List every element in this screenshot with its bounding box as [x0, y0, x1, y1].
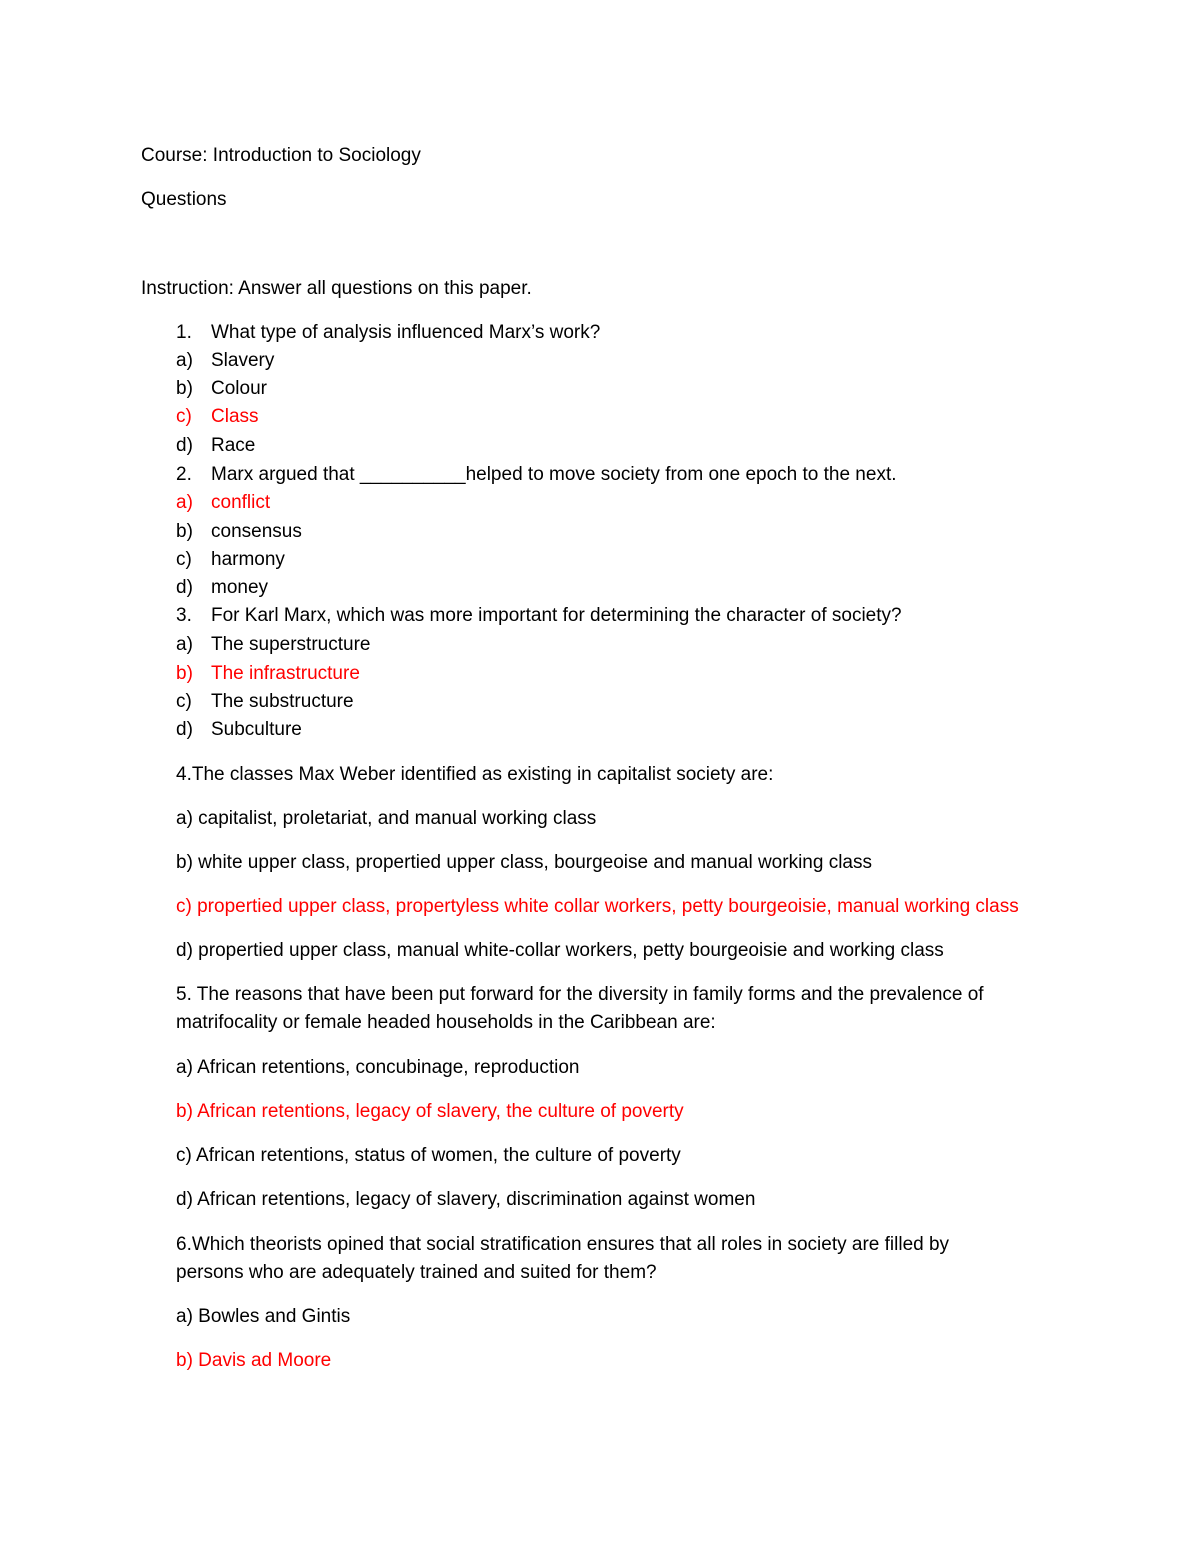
option: d) African retentions, legacy of slavery, discrimination against women [176, 1189, 756, 1210]
option-text: Colour [211, 378, 267, 399]
option-letter: c) [176, 691, 192, 712]
question-number: 2. [176, 464, 192, 485]
question-6-line-2: persons who are adequately trained and suited for them? [176, 1262, 657, 1283]
option-text: conflict [211, 492, 271, 513]
correct-option: c) propertied upper class, propertyless white collar workers, petty bourgeoisie, manual working class [176, 896, 1019, 917]
option-letter: a) [176, 492, 193, 513]
question-5-line-2: matrifocality or female headed households in the Caribbean are: [176, 1012, 716, 1033]
course-title: Course: Introduction to Sociology [141, 145, 421, 166]
question-4: 4.The classes Max Weber identified as existing in capitalist society are: [176, 764, 774, 785]
option-letter: c) [176, 549, 192, 570]
option-letter: c) [176, 406, 192, 427]
option-text: The substructure [211, 691, 354, 712]
option-letter: d) [176, 719, 193, 740]
option-text: money [211, 577, 269, 598]
option-letter: b) [176, 663, 193, 684]
option-letter: d) [176, 577, 193, 598]
option-letter: b) [176, 521, 193, 542]
option: b) white upper class, propertied upper class, bourgeoise and manual working class [176, 852, 872, 873]
correct-option: b) Davis ad Moore [176, 1350, 332, 1371]
option-letter: a) [176, 350, 193, 371]
option-text: Class [211, 406, 259, 427]
question-text: Marx argued that __________helped to move society from one epoch to the next. [211, 464, 897, 485]
question-text: For Karl Marx, which was more important for determining the character of society? [211, 605, 902, 626]
correct-option: b) African retentions, legacy of slavery, the culture of poverty [176, 1101, 684, 1122]
option-letter: a) [176, 634, 193, 655]
questions-label: Questions [141, 189, 227, 210]
option-letter: d) [176, 435, 193, 456]
option-text: The superstructure [211, 634, 371, 655]
question-text: What type of analysis influenced Marx’s work? [211, 322, 601, 343]
option: a) capitalist, proletariat, and manual working class [176, 808, 597, 829]
option-letter: b) [176, 378, 193, 399]
option-text: The infrastructure [211, 663, 360, 684]
question-number: 3. [176, 605, 192, 626]
option: d) propertied upper class, manual white-collar workers, petty bourgeoisie and working class [176, 940, 944, 961]
question-6-line-1: 6.Which theorists opined that social stratification ensures that all roles in society are filled by [176, 1234, 950, 1255]
instruction: Instruction: Answer all questions on this paper. [141, 278, 532, 299]
question-number: 1. [176, 322, 192, 343]
option-text: consensus [211, 521, 302, 542]
option: c) African retentions, status of women, the culture of poverty [176, 1145, 681, 1166]
option: a) Bowles and Gintis [176, 1306, 351, 1327]
option-text: Race [211, 435, 256, 456]
option-text: harmony [211, 549, 285, 570]
option-text: Subculture [211, 719, 302, 740]
option-text: Slavery [211, 350, 275, 371]
question-5-line-1: 5. The reasons that have been put forward for the diversity in family forms and the prevalence of [176, 984, 984, 1005]
option: a) African retentions, concubinage, reproduction [176, 1057, 580, 1078]
